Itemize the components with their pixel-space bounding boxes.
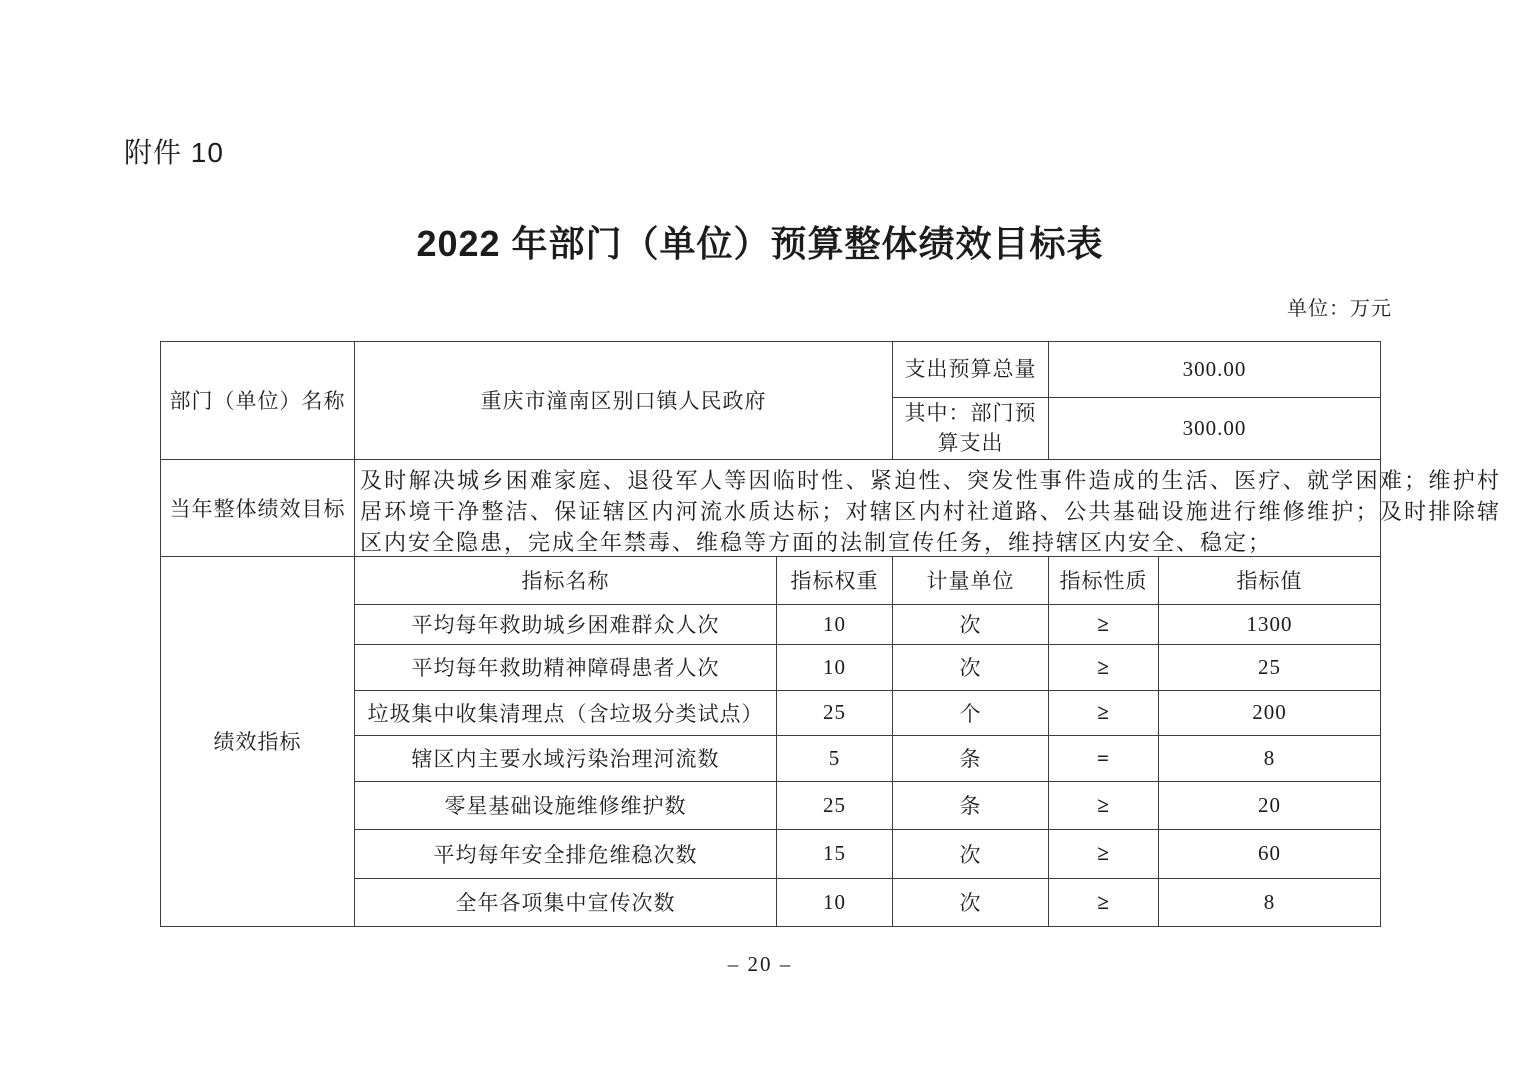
indicator-value: 200: [1159, 690, 1381, 735]
overall-goal-cell: [355, 459, 1501, 556]
indicator-unit: 次: [893, 829, 1049, 878]
budget-total-value: 300.00: [1049, 342, 1381, 398]
indicator-name: 平均每年安全排危维稳次数: [355, 829, 777, 878]
indicator-value: 1300: [1159, 604, 1381, 644]
indicator-value: 60: [1159, 829, 1381, 878]
col-header-indicator-nature: 指标性质: [1049, 556, 1159, 604]
indicator-weight: 10: [777, 878, 893, 926]
indicator-name: 零星基础设施维修维护数: [355, 781, 777, 829]
performance-table: [160, 341, 1501, 927]
overall-goal-text: 及时解决城乡困难家庭、退役军人等因临时性、紧迫性、突发性事件造成的生活、医疗、就学困难；维护村居环境干净整洁、保证辖区内河流水质达标；对辖区内村社道路、公共基础设施进行维修维护；及时排除辖区内安全隐患，完成全年禁毒、维稳等方面的法制宣传任务，维持辖区内安全、稳定；: [360, 467, 1501, 555]
indicator-header-row: [161, 556, 1381, 604]
dept-budget-label: 其中：部门预算支出: [893, 398, 1049, 460]
indicator-value: 8: [1159, 735, 1381, 781]
indicator-name: 平均每年救助精神障碍患者人次: [355, 644, 777, 690]
budget-total-label: 支出预算总量: [893, 342, 1049, 398]
dept-name-value: 重庆市潼南区别口镇人民政府: [355, 342, 893, 460]
indicators-label: 绩效指标: [161, 556, 355, 926]
indicator-value: 8: [1159, 878, 1381, 926]
indicator-unit: 条: [893, 781, 1049, 829]
col-header-indicator-value: 指标值: [1159, 556, 1381, 604]
indicator-nature: ≥: [1049, 878, 1159, 926]
indicator-weight: 5: [777, 735, 893, 781]
indicator-weight: 15: [777, 829, 893, 878]
indicator-nature: ≥: [1049, 829, 1159, 878]
indicator-value: 20: [1159, 781, 1381, 829]
indicator-nature: ≥: [1049, 690, 1159, 735]
indicator-weight: 10: [777, 604, 893, 644]
indicator-weight: 25: [777, 781, 893, 829]
col-header-measure-unit: 计量单位: [893, 556, 1049, 604]
indicator-nature: =: [1049, 735, 1159, 781]
overall-goal-row: [161, 459, 1381, 556]
col-header-indicator-name: 指标名称: [355, 556, 777, 604]
indicator-nature: ≥: [1049, 604, 1159, 644]
indicator-name: 全年各项集中宣传次数: [355, 878, 777, 926]
indicator-nature: ≥: [1049, 781, 1159, 829]
indicator-weight: 10: [777, 644, 893, 690]
attachment-label: 附件 10: [124, 137, 224, 168]
indicator-unit: 条: [893, 735, 1049, 781]
page-number: – 20 –: [727, 952, 793, 976]
dept-name-label: 部门（单位）名称: [161, 342, 355, 460]
indicator-name: 辖区内主要水域污染治理河流数: [355, 735, 777, 781]
document-title: 2022 年部门（单位）预算整体绩效目标表: [416, 223, 1104, 264]
indicator-unit: 个: [893, 690, 1049, 735]
overall-goal-label: 当年整体绩效目标: [161, 459, 355, 556]
indicator-value: 25: [1159, 644, 1381, 690]
unit-note: 单位：万元: [1287, 298, 1392, 320]
indicator-name: 垃圾集中收集清理点（含垃圾分类试点）: [355, 690, 777, 735]
col-header-indicator-weight: 指标权重: [777, 556, 893, 604]
indicator-unit: 次: [893, 604, 1049, 644]
indicator-unit: 次: [893, 878, 1049, 926]
indicator-name: 平均每年救助城乡困难群众人次: [355, 604, 777, 644]
indicator-unit: 次: [893, 644, 1049, 690]
dept-budget-value: 300.00: [1049, 398, 1381, 460]
indicator-nature: ≥: [1049, 644, 1159, 690]
indicator-weight: 25: [777, 690, 893, 735]
dept-row-1: [161, 342, 1381, 398]
